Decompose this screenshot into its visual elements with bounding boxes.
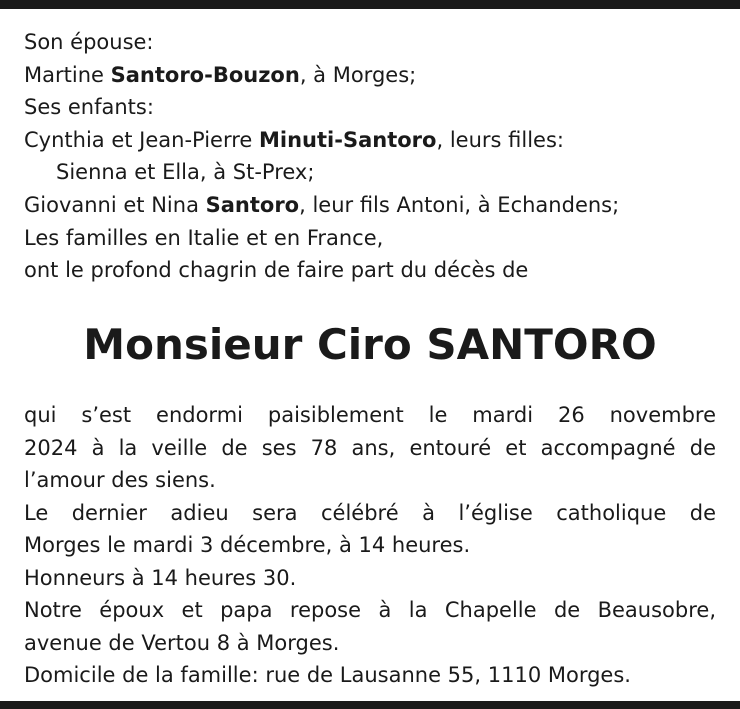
- child2-last-name: Santoro: [205, 192, 300, 217]
- notice-line-3: l’amour des siens.: [24, 468, 216, 492]
- notice-line-9: Domicile de la famille: rue de Lausanne 55, 1110 Morges.: [24, 663, 631, 687]
- notice-line-2: 2024 à la veille de ses 78 ans, entouré et accompagné de: [24, 435, 716, 460]
- family-list: [24, 26, 716, 287]
- notice-line-5: Morges le mardi 3 décembre, à 14 heures.: [24, 533, 471, 557]
- notice-line-8: avenue de Vertou 8 à Morges.: [24, 630, 340, 655]
- deceased-name: Monsieur Ciro SANTORO: [83, 320, 657, 369]
- notice-line-4: Le dernier adieu sera célébré à l’église catholique de: [24, 500, 716, 525]
- spouse-last-name: Santoro-Bouzon: [110, 62, 300, 87]
- child2-line: [24, 189, 716, 222]
- bottom-border-rule: [0, 701, 740, 709]
- grandchildren-line: Sienna et Ella, à St-Prex;: [56, 160, 315, 185]
- spouse-line: [24, 59, 716, 92]
- top-border-rule: [0, 0, 740, 9]
- child1-rest: , leurs filles:: [436, 127, 564, 152]
- notice-line-6: Honneurs à 14 heures 30.: [24, 565, 297, 590]
- spouse-first-name: Martine: [24, 62, 111, 87]
- announcement-line: ont le profond chagrin de faire part du décès de: [24, 258, 529, 283]
- notice-line-7: Notre époux et papa repose à la Chapelle de Beausobre,: [24, 598, 716, 622]
- families-line: Les familles en Italie et en France,: [24, 225, 384, 250]
- notice-body: [24, 399, 716, 692]
- children-label: Ses enfants:: [24, 95, 154, 120]
- spouse-label: Son épouse:: [24, 30, 154, 54]
- child2-rest: , leur fils Antoni, à Echandens;: [299, 192, 620, 217]
- child1-line: [24, 124, 716, 157]
- child1-first-names: Cynthia et Jean-Pierre: [24, 127, 260, 152]
- child2-first-names: Giovanni et Nina: [24, 192, 206, 217]
- child1-last-name: Minuti-Santoro: [259, 127, 437, 152]
- spouse-place: , à Morges;: [299, 62, 417, 87]
- notice-line-1: qui s’est endormi paisiblement le mardi 26 novembre: [24, 403, 716, 427]
